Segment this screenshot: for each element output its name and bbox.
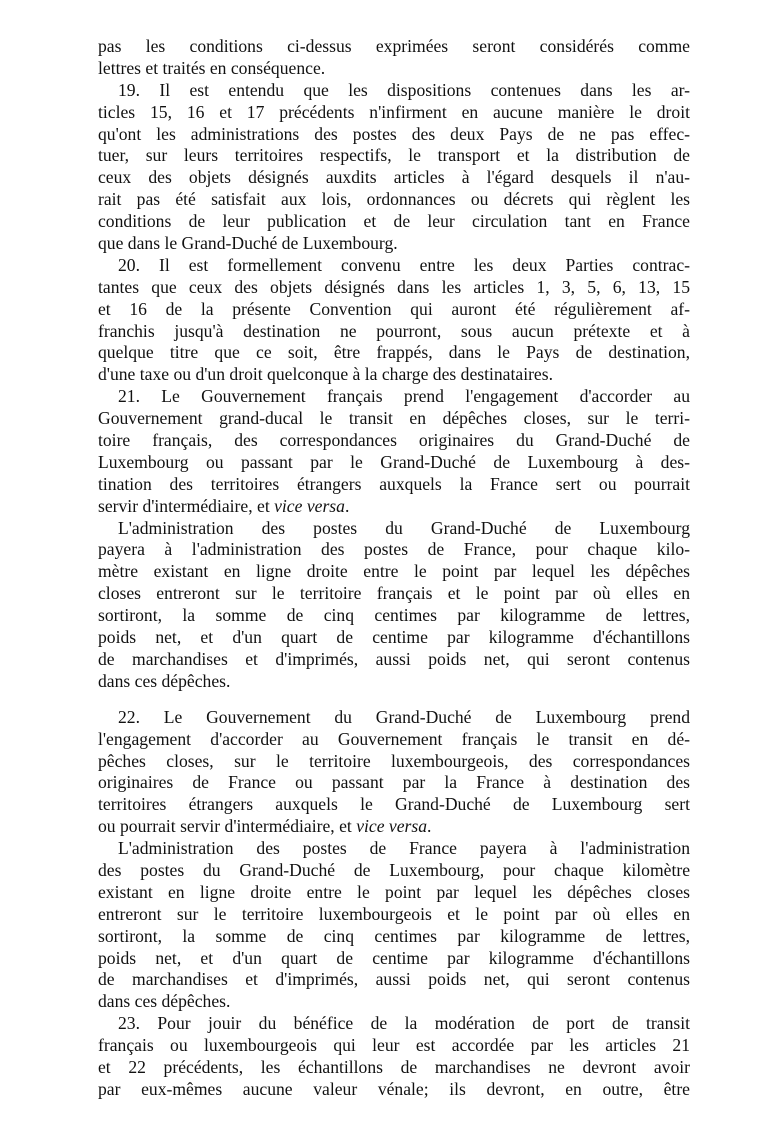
text-line: d'une taxe ou d'un droit quelconque à la charge des destinataires. (98, 364, 553, 385)
article-22-payment (98, 838, 690, 1013)
article-22 (98, 707, 690, 838)
text-line: sortiront, la somme de cinq centimes par kilogramme de lettres, (98, 925, 690, 946)
text-line: et 22 précédents, les échantillons de marchandises ne devront avoir (98, 1056, 690, 1077)
text-line: payera à l'administration des postes de France, pour chaque kilo- (98, 539, 690, 560)
article-21 (98, 386, 690, 517)
text-line: 20. Il est formellement convenu entre les deux Parties contrac- (118, 254, 690, 275)
text-line: existant en ligne droite entre le point par lequel les dépêches closes (98, 881, 690, 902)
text-line: tination des territoires étrangers auxquels la France sert ou pourrait (98, 473, 690, 494)
italic-text: vice versa (274, 495, 345, 516)
text-line: l'engagement d'accorder au Gouvernement français le transit en dé- (98, 728, 690, 749)
text-line: territoires étrangers auxquels le Grand-Duché de Luxembourg sert (98, 794, 690, 815)
text-line: sortiront, la somme de cinq centimes par kilogramme de lettres, (98, 605, 690, 626)
text-line: tuer, sur leurs territoires respectifs, le transport et la distribution de (98, 145, 690, 166)
text-line: Gouvernement grand-ducal le transit en dépêches closes, sur le terri- (98, 408, 690, 429)
text-line: dans ces dépêches. (98, 991, 231, 1012)
text-line (98, 496, 690, 518)
text-line: par eux-mêmes aucune valeur vénale; ils devront, en outre, être (98, 1078, 690, 1099)
article-23 (98, 1013, 690, 1101)
text-line: originaires de France ou passant par la France à destination des (98, 772, 690, 793)
text-line: dans ces dépêches. (98, 670, 231, 691)
text-line: poids net, et d'un quart de centime par kilogramme d'échantillons (98, 627, 690, 648)
text-line: 19. Il est entendu que les dispositions contenues dans les ar- (118, 79, 690, 100)
text-line: L'administration des postes de France payera à l'administration (118, 838, 690, 859)
text-line: ticles 15, 16 et 17 précédents n'infirment en aucune manière le droit (98, 101, 690, 122)
text-line: conditions de leur publication et de leur circulation tant en France (98, 211, 690, 232)
text-line: de marchandises et d'imprimés, aussi poids net, qui seront contenus (98, 648, 690, 669)
text-line: 22. Le Gouvernement du Grand-Duché de Luxembourg prend (118, 706, 690, 727)
article-19 (98, 80, 690, 255)
text-line: tantes que ceux des objets désignés dans les articles 1, 3, 5, 6, 13, 15 (98, 276, 690, 297)
text-line: français ou luxembourgeois qui leur est accordée par les articles 21 (98, 1035, 690, 1056)
text-line: 21. Le Gouvernement français prend l'engagement d'accorder au (118, 386, 690, 407)
text-segment: . (344, 495, 350, 516)
text-line: pêches closes, sur le territoire luxembourgeois, des correspondances (98, 750, 690, 771)
text-line: L'administration des postes du Grand-Duché de Luxembourg (118, 517, 690, 538)
text-line: Luxembourg ou passant par le Grand-Duché de Luxembourg à des- (98, 451, 690, 472)
text-segment: . (427, 816, 432, 837)
text-line: 23. Pour jouir du bénéfice de la modération de port de transit (118, 1013, 690, 1034)
text-line: de marchandises et d'imprimés, aussi poids net, qui seront contenus (98, 969, 690, 990)
text-line: lettres et traités en conséquence. (98, 57, 326, 78)
text-line: franchis jusqu'à destination ne pourront, sous aucun prétexte et à (98, 320, 690, 341)
text-line: poids net, et d'un quart de centime par kilogramme d'échantillons (98, 947, 690, 968)
text-line: mètre existant en ligne droite entre le point par lequel les dépêches (98, 561, 690, 582)
italic-text: vice versa (356, 816, 428, 837)
text-line: rait pas été satisfait aux lois, ordonnances ou décrets qui règlent les (98, 189, 690, 210)
text-line: ceux des objets désignés auxdits articles à l'égard desquels il n'au- (98, 167, 690, 188)
text-line: que dans le Grand-Duché de Luxembourg. (98, 233, 398, 254)
text-line: des postes du Grand-Duché de Luxembourg, pour chaque kilomètre (98, 859, 690, 880)
text-line: closes entreront sur le territoire français et le point par où elles en (98, 583, 690, 604)
text-line: entreront sur le territoire luxembourgeois et le point par où elles en (98, 903, 690, 924)
text-line: et 16 de la présente Convention qui auront été régulièrement af- (98, 298, 690, 319)
text-line: pas les conditions ci-dessus exprimées seront considérés comme (98, 36, 690, 56)
text-line: qu'ont les administrations des postes des deux Pays de ne pas effec- (98, 123, 690, 144)
text-line (98, 816, 690, 838)
text-line: quelque titre que ce soit, être frappés, dans le Pays de destination, (98, 342, 690, 363)
article-20 (98, 255, 690, 386)
text-segment: ou pourrait servir d'intermédiaire, et (98, 816, 357, 837)
text-segment: servir d'intermédiaire, et (98, 495, 275, 516)
text-line: toire français, des correspondances originaires du Grand-Duché de (98, 430, 690, 451)
paragraph-continuation (98, 36, 690, 80)
article-21-payment (98, 518, 690, 693)
